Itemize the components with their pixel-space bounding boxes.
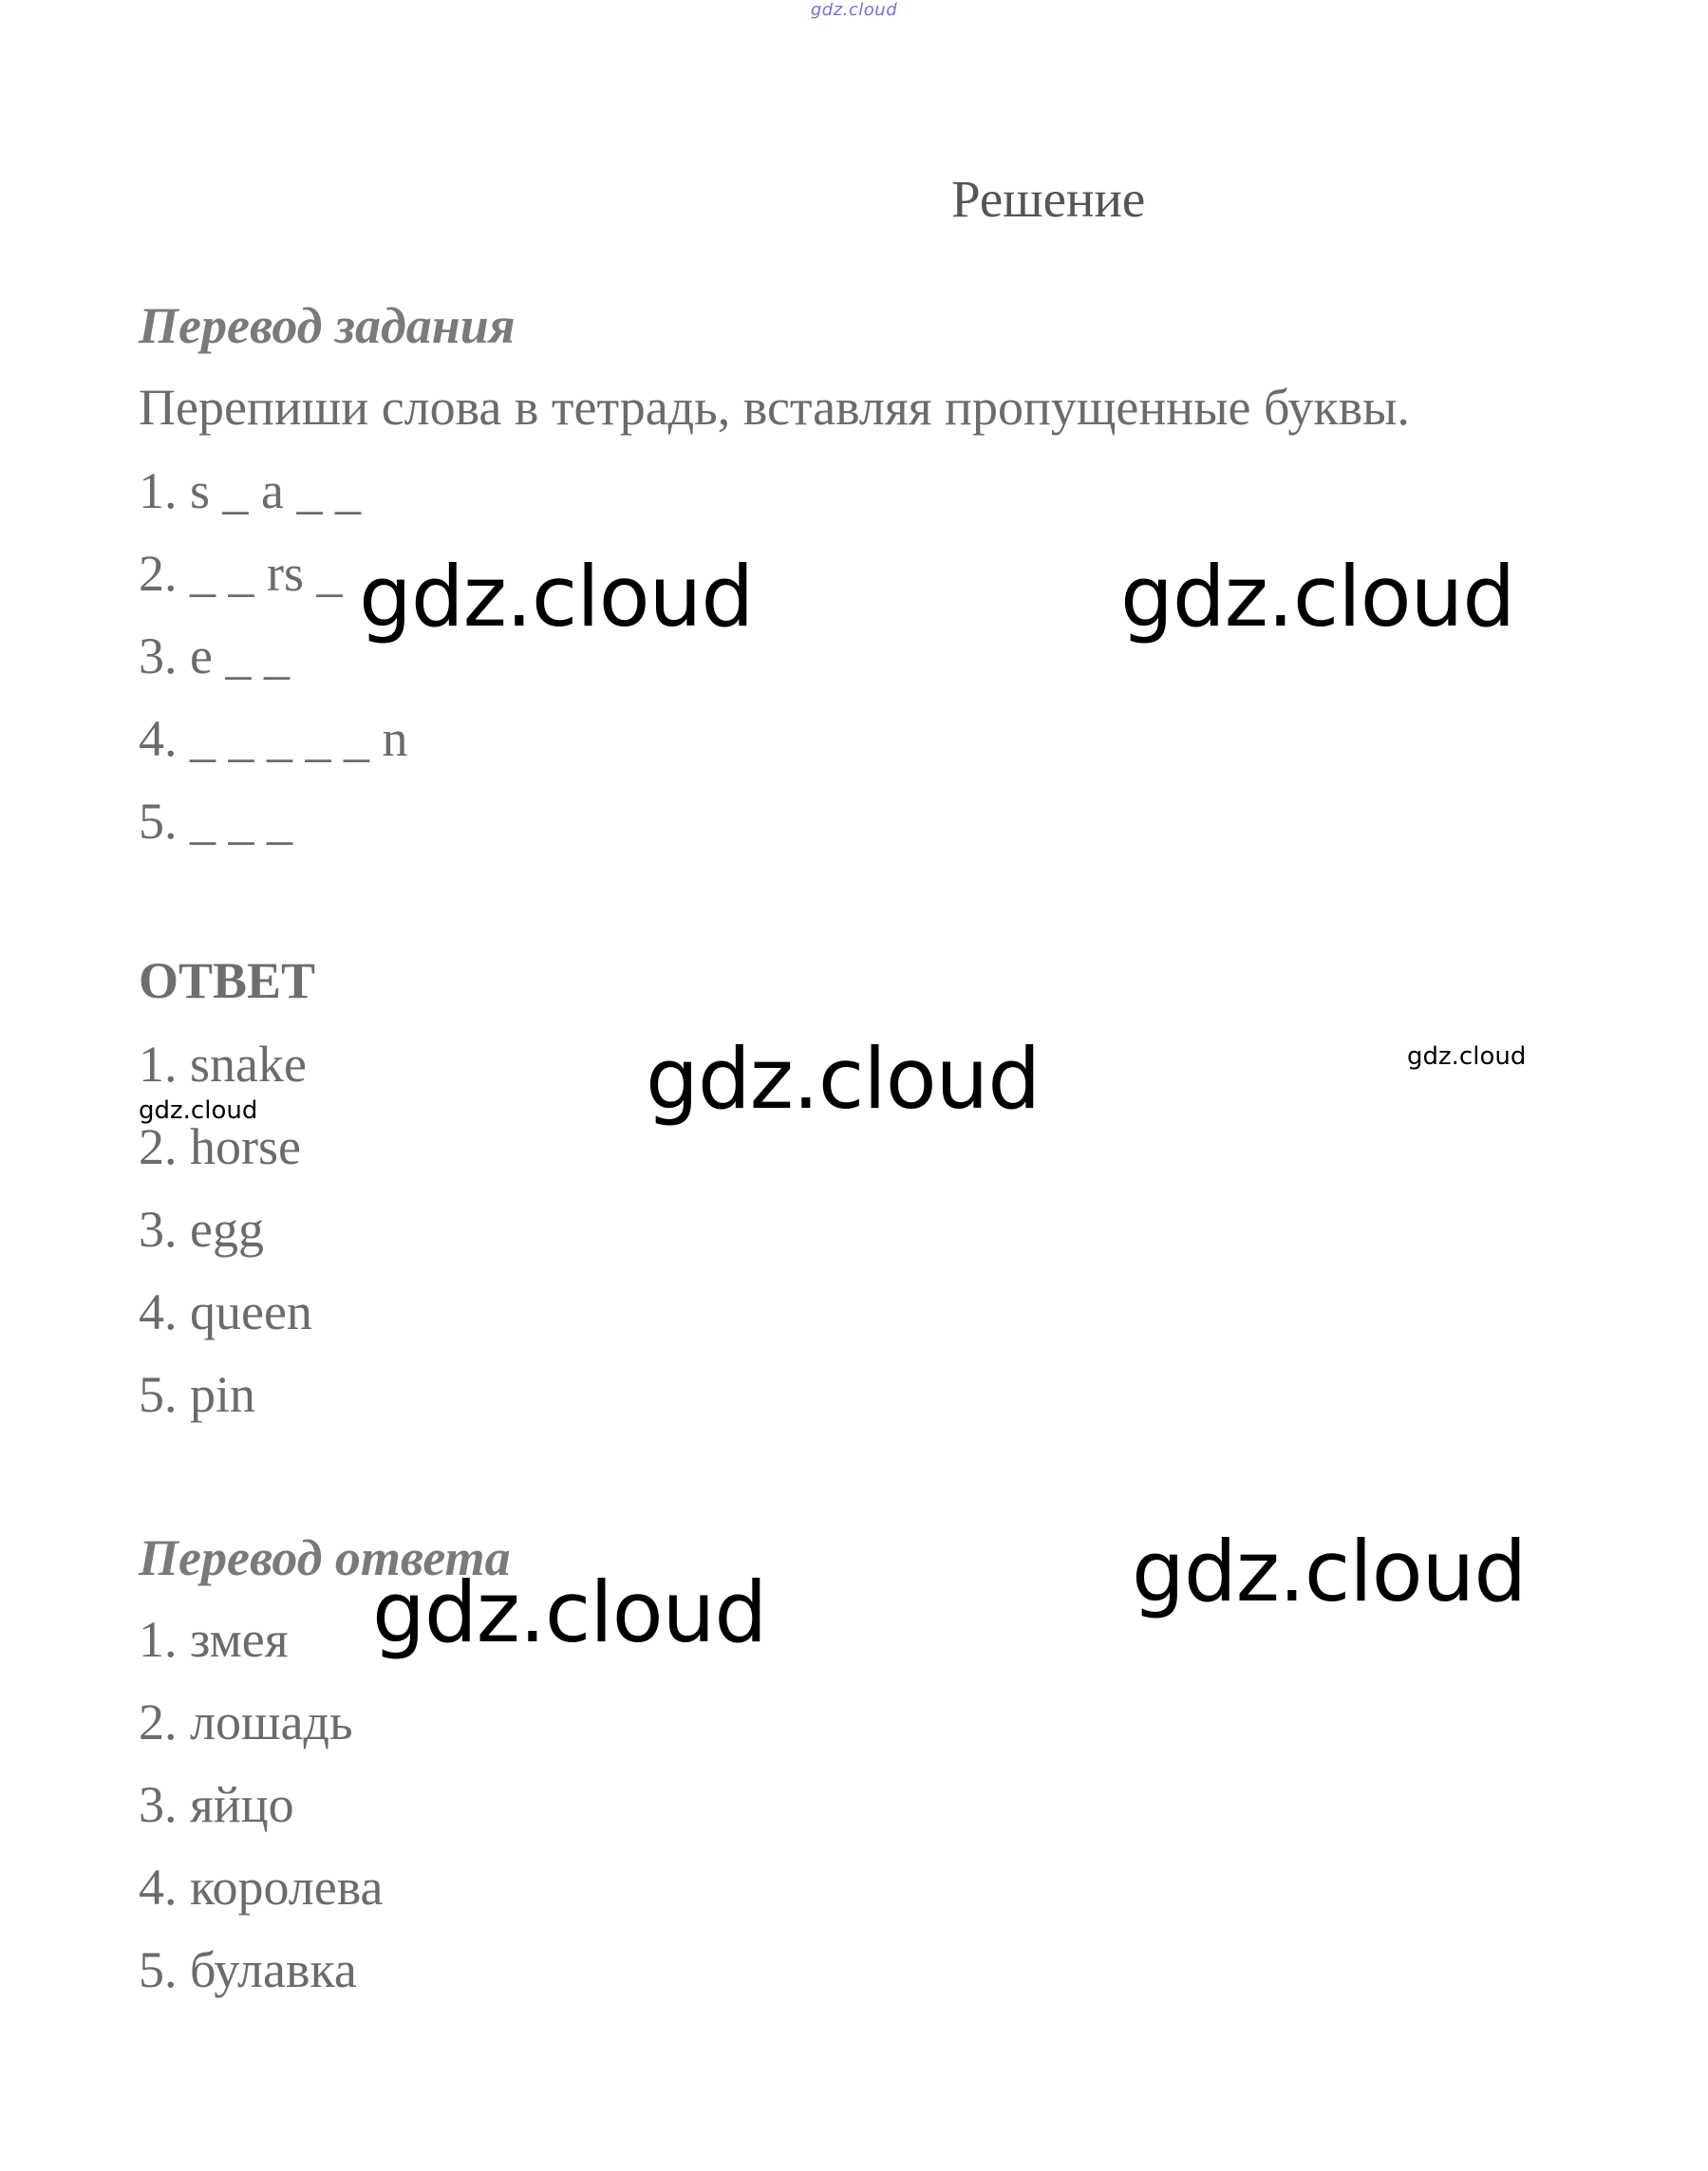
task-items-list [139, 450, 408, 863]
list-item: 4. _ _ _ _ _ n [139, 710, 408, 767]
list-item: 2. лошадь [139, 1694, 353, 1750]
answer-items-list [139, 1023, 312, 1436]
watermark: gdz.cloud [646, 1030, 1041, 1128]
watermark: gdz.cloud [1407, 1042, 1527, 1071]
watermark: gdz.cloud [1132, 1523, 1527, 1620]
watermark: gdz.cloud [372, 1563, 767, 1661]
task-instruction: Перепиши слова в тетрадь, вставляя пропущенные буквы. [139, 379, 1410, 436]
list-item: 5. булавка [139, 1941, 357, 1998]
answer-translation-heading: Перевод ответа [139, 1529, 511, 1586]
list-item: 1. snake [139, 1036, 307, 1093]
list-item: 4. королева [139, 1859, 384, 1916]
answer-heading: ОТВЕТ [139, 952, 316, 1009]
watermark: gdz.cloud [139, 1096, 258, 1125]
watermark: gdz.cloud [359, 548, 754, 646]
list-item: 2. _ _ rs _ [139, 545, 343, 602]
list-item: 3. egg [139, 1201, 264, 1258]
top-watermark: gdz.cloud [810, 0, 898, 20]
list-item: 5. _ _ _ [139, 793, 292, 850]
list-item: 1. змея [139, 1611, 289, 1668]
answer-translation-list [139, 1599, 383, 2012]
list-item: 1. s _ a _ _ [139, 462, 361, 519]
task-translation-heading: Перевод задания [139, 297, 516, 354]
list-item: 3. e _ _ [139, 627, 290, 684]
watermark: gdz.cloud [1120, 548, 1515, 646]
list-item: 5. pin [139, 1366, 256, 1423]
list-item: 3. яйцо [139, 1776, 294, 1833]
page-title: Решение [951, 170, 1146, 228]
list-item: 4. queen [139, 1283, 312, 1340]
list-item: 2. horse [139, 1118, 301, 1175]
